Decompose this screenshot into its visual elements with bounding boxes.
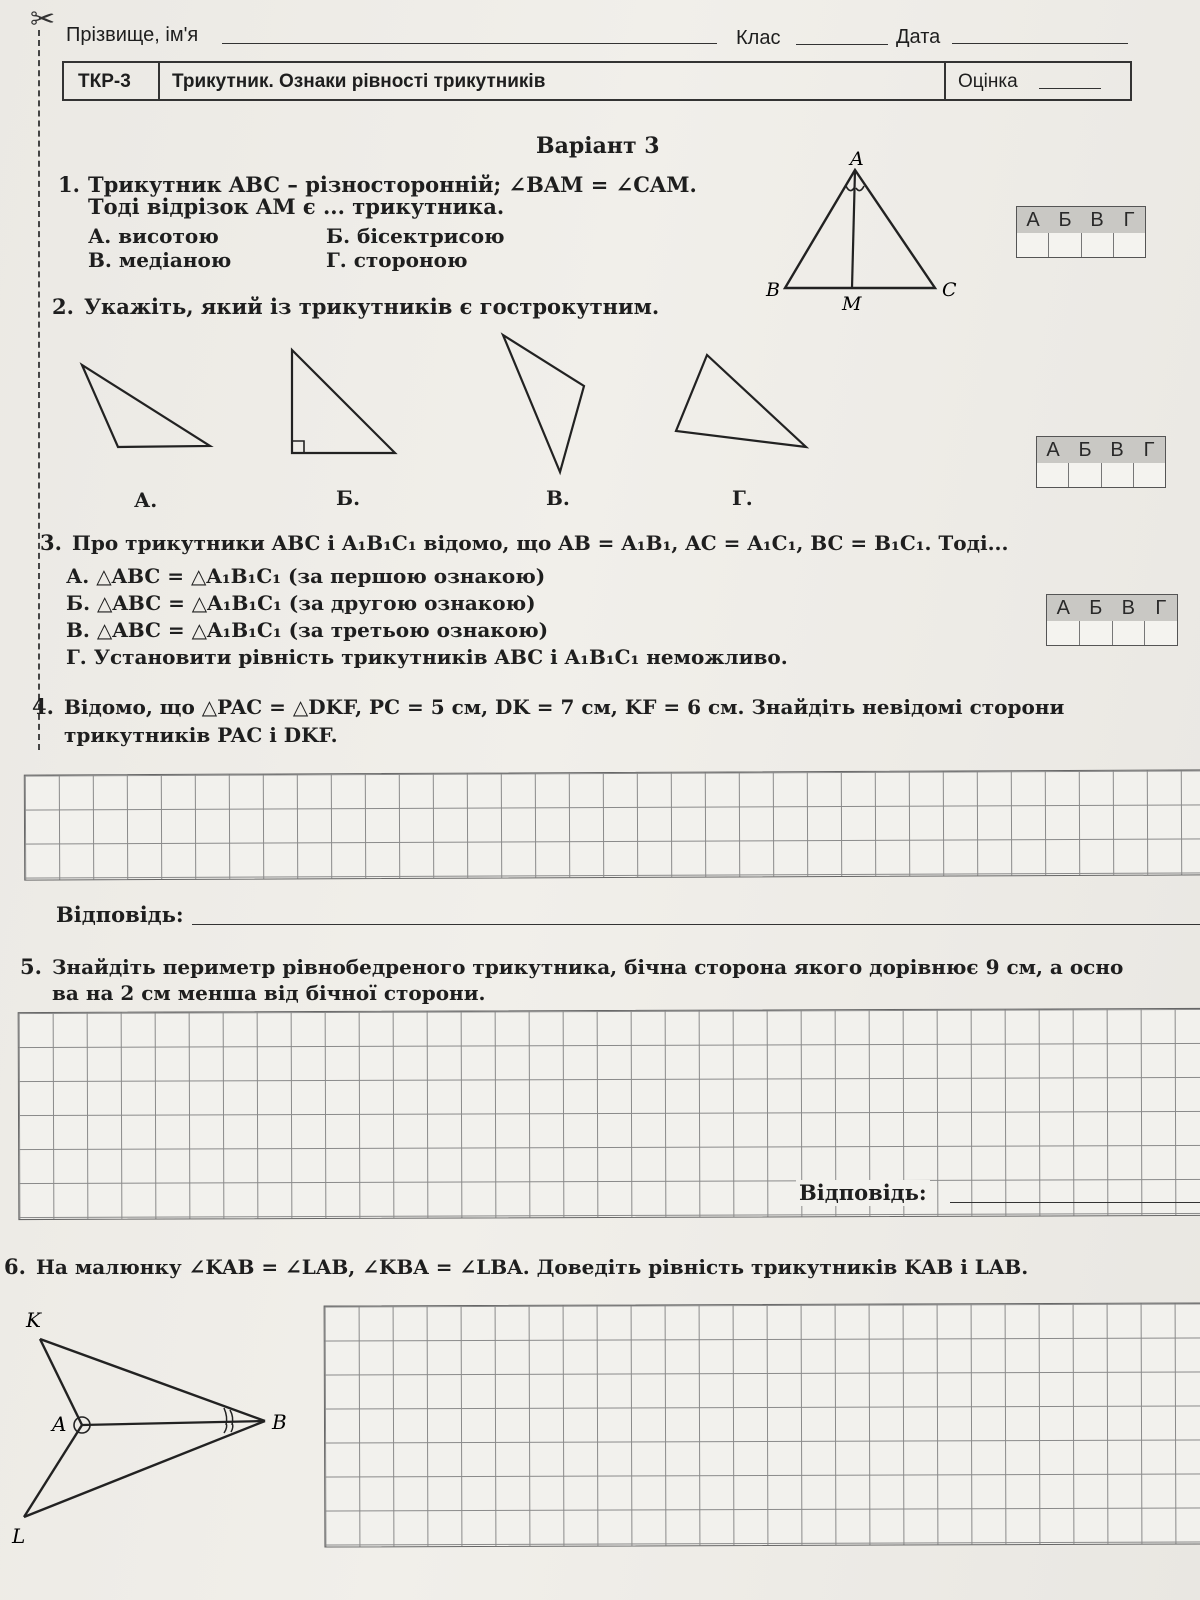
q1-option-a: А. висотою [88,224,219,248]
q5-line2: ва на 2 см менша від бічної сторони. [52,981,486,1005]
triangle-b [292,350,395,453]
q6-number: 6. [4,1254,26,1279]
triangle-g [676,355,806,447]
q2-label-a: А. [134,488,158,512]
q1-option-b: Б. бісектрисою [326,224,505,248]
q1-number: 1. [58,172,80,197]
q4-answer-line[interactable] [192,924,1200,925]
q5-answer-line[interactable] [950,1202,1200,1203]
q2-cell-a[interactable] [1037,463,1069,487]
triangle-v [503,335,584,472]
q6-answer-grid[interactable] [324,1302,1200,1547]
grade-label: Оцінка [958,71,1018,92]
q6-label-l: L [12,1524,26,1548]
q3-answer-letters [1047,595,1177,621]
q2-answer-letters [1037,437,1165,463]
scissors-icon: ✂ [30,2,56,37]
q6-label-b: B [272,1410,287,1434]
q2-answer-box[interactable] [1036,436,1166,488]
class-label: Клас [736,27,781,49]
cut-line [38,30,40,750]
q3-option-a: А. △ABC = △A₁B₁C₁ (за першою ознакою) [66,564,546,588]
q1-letter-a: А [1026,209,1040,231]
q1-letter-g: Г [1123,209,1135,231]
q1-cell-g[interactable] [1114,233,1145,257]
q5-answer-grid[interactable] [18,1008,1200,1220]
q1-triangle-figure [760,148,960,313]
q2-label-v: В. [546,486,570,510]
q3-cell-a[interactable] [1047,621,1080,645]
q3-cell-v[interactable] [1113,621,1146,645]
q3-letter-a: А [1056,597,1070,619]
q3-number: 3. [40,530,62,555]
q3-option-b: Б. △ABC = △A₁B₁C₁ (за другою ознакою) [66,591,536,615]
q2-answer-cells[interactable] [1037,463,1165,487]
q1-label-m: M [842,293,862,313]
q2-label-b: Б. [336,486,361,510]
q1-letter-b: Б [1058,209,1072,231]
q6-figure [10,1305,310,1550]
q1-letter-v: В [1090,209,1104,231]
q2-letter-a: А [1046,439,1060,461]
q1-cell-b[interactable] [1049,233,1081,257]
variant-title: Варіант 3 [536,133,660,159]
q2-letter-b: Б [1078,439,1092,461]
grade-field[interactable] [1039,88,1101,89]
name-label: Прізвище, ім'я [66,24,199,46]
q1-label-b: B [766,279,780,301]
q1-option-g: Г. стороною [326,248,468,272]
q3-option-v: В. △ABC = △A₁B₁C₁ (за третьою ознакою) [66,618,549,642]
q1-answer-letters [1017,207,1145,233]
date-label: Дата [896,26,941,48]
q3-cell-b[interactable] [1080,621,1113,645]
q2-label-g: Г. [732,486,753,510]
q3-answer-box[interactable] [1046,594,1178,646]
q4-line2: трикутників PAC і DKF. [64,723,338,747]
q3-letter-g: Г [1155,597,1167,619]
q6-label-k: K [26,1308,41,1332]
title-divider-left [158,63,160,99]
q5-number: 5. [20,954,42,979]
q3-letter-v: В [1121,597,1135,619]
q1-cell-v[interactable] [1082,233,1114,257]
q4-answer-label: Відповідь: [56,902,184,927]
q2-letter-g: Г [1143,439,1155,461]
q4-answer-grid[interactable] [24,769,1200,880]
q1-option-v: В. медіаною [88,248,232,272]
q1-line1: Трикутник ABC – різносторонній; ∠BAM = ∠CAM. [88,172,697,197]
q1-line2: Тоді відрізок AM є ... трикутника. [88,194,505,219]
date-field[interactable] [952,43,1128,44]
q3-answer-cells[interactable] [1047,621,1177,645]
q1-answer-cells[interactable] [1017,233,1145,257]
q2-cell-b[interactable] [1069,463,1101,487]
q5-line1: Знайдіть периметр рівнобедреного трикутника, бічна сторона якого дорівнює 9 см, а осно [52,955,1124,979]
title-box [62,61,1132,101]
class-field[interactable] [796,44,888,45]
q2-cell-v[interactable] [1102,463,1134,487]
test-code: ТКР-3 [78,71,131,92]
q6-text: На малюнку ∠KAB = ∠LAB, ∠KBA = ∠LBA. Доведіть рівність трикутників KAB і LAB. [36,1255,1029,1279]
q2-cell-g[interactable] [1134,463,1165,487]
q1-label-c: C [942,279,957,301]
q2-triangles-figure [70,330,830,480]
q2-number: 2. [52,294,74,319]
q4-number: 4. [32,694,54,719]
q1-cell-a[interactable] [1017,233,1049,257]
q2-text: Укажіть, який із трикутників є гострокутним. [84,294,660,319]
q3-letter-b: Б [1089,597,1103,619]
q5-answer-label: Відповідь: [796,1180,930,1206]
q2-letter-v: В [1110,439,1124,461]
q6-label-a: A [52,1412,67,1436]
q3-text: Про трикутники ABC і A₁B₁C₁ відомо, що AB = A₁B₁, AC = A₁C₁, BC = B₁C₁. Тоді... [72,531,1009,555]
name-field[interactable] [222,43,717,44]
q1-label-a: A [850,148,864,170]
q4-line1: Відомо, що △PAC = △DKF, PC = 5 см, DK = 7 см, KF = 6 см. Знайдіть невідомі сторони [64,695,1065,719]
title-divider-right [944,63,946,99]
test-title: Трикутник. Ознаки рівності трикутників [172,71,546,92]
q3-cell-g[interactable] [1145,621,1177,645]
triangle-a [82,365,210,447]
q1-answer-box[interactable] [1016,206,1146,258]
q3-option-g: Г. Установити рівність трикутників ABC і A₁B₁C₁ неможливо. [66,645,788,669]
